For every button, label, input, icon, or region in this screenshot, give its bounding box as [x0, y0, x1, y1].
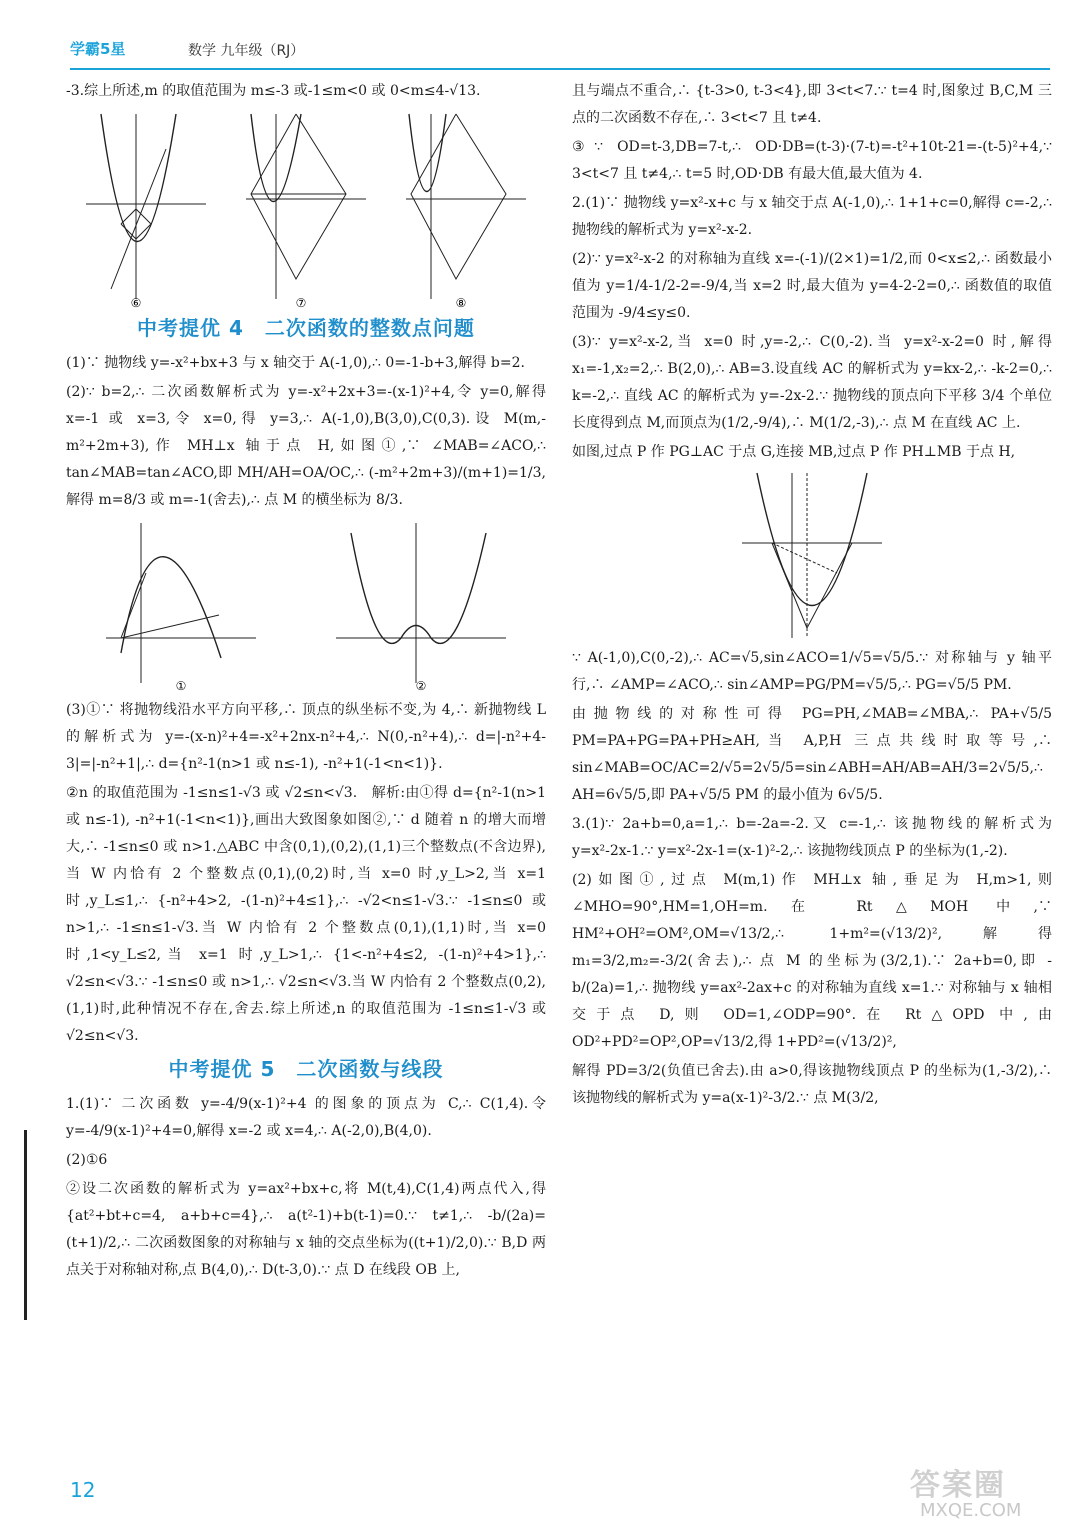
- figure-row-graphs-1-2: [66, 518, 546, 693]
- page-number: 12: [70, 1478, 96, 1502]
- section-title-4: 中考提优 4 二次函数的整数点问题: [137, 316, 475, 340]
- graph-figure-2: [331, 518, 511, 693]
- paragraph: 且与端点不重合,∴ {t-3>0, t-3<4},即 3<t<7.∵ t=4 时,图象过 B,C,M 三点的二次函数不存在,∴ 3<t<7 且 t≠4.: [572, 83, 1052, 126]
- paragraph: (2)∵ y=x²-x-2 的对称轴为直线 x=-(-1)/(2×1)=1/2,而 0<x≤2,∴ 函数最小值为 y=1/4-1/2-2=-9/4,当 x=2 时,最大值为 y=4-2-2=0,∴ 函数值的取值范围为 -9/4≤y≤0.: [572, 251, 1052, 321]
- paragraph: -3.综上所述,m 的取值范围为 m≤-3 或-1≤m<0 或 0<m≤4-√13.: [66, 83, 481, 99]
- graph-figure-8: [401, 109, 531, 309]
- figure-caption: ⑥: [130, 296, 142, 309]
- paragraph: (2)∵ b=2,∴ 二次函数解析式为 y=-x²+2x+3=-(x-1)²+4,令 y=0,解得 x=-1 或 x=3,令 x=0,得 y=3,∴ A(-1,0),B(3,0),C(0,3).设 M(m,-m²+2m+3),作 MH⊥x 轴于点 H,如图①,∵ ∠MAB=∠ACO,∴ tan∠MAB=tan∠ACO,即 MH/AH=OA/OC,∴ (-m²+2m+3)/(m+1)=1/3,解得 m=8/3 或 m=-1(舍去),∴ 点 M 的横坐标为 8/3.: [66, 384, 546, 508]
- right-column: [572, 78, 1052, 1114]
- graph-figure-1: [101, 518, 261, 693]
- brand-logo: 学霸5星: [70, 40, 126, 58]
- paragraph: (2)如图①,过点 M(m,1)作 MH⊥x 轴,垂足为 H,m>1,则 ∠MHO=90°,HM=1,OH=m.在 Rt△MOH 中,∵ HM²+OH²=OM²,OM=√13/2,∴ 1+m²=(√13/2)²,解得 m₁=3/2,m₂=-3/2(舍去),∴ 点 M 的坐标为(3/2,1).∵ 2a+b=0,即 -b/(2a)=1,∴ 抛物线 y=ax²-2ax+c 的对称轴为直线 x=1.∵ 对称轴与 x 轴相交于点 D,则 OD=1,∠ODP=90°.在 Rt△OPD 中,由 OD²+PD²=OP²,OP=√13/2,得 1+PD²=(√13/2)²,: [572, 872, 1052, 1050]
- paragraph: 如图,过点 P 作 PG⊥AC 于点 G,连接 MB,过点 P 作 PH⊥MB 于点 H,: [572, 444, 1016, 460]
- graph-figure-6: [81, 109, 211, 309]
- graph-figure-parabola-pg-ph: [737, 468, 887, 643]
- paragraph: ②设二次函数的解析式为 y=ax²+bx+c,将 M(t,4),C(1,4)两点代入,得 {at²+bt+c=4, a+b+c=4},∴ a(t²-1)+b(t-1)=0.∵ t≠1,∴ -b/(2a)=(t+1)/2,∴ 二次函数图象的对称轴与 x 轴的交点坐标为((t+1)/2,0).∵ B,D 两点关于对称轴对称,点 B(4,0),∴ D(t-3,0).∵ 点 D 在线段 OB 上,: [66, 1181, 546, 1278]
- margin-bar: [24, 1130, 27, 1320]
- figure-caption: ⑧: [455, 296, 467, 309]
- paragraph: 解得 PD=3/2(负值已舍去).由 a>0,得该抛物线顶点 P 的坐标为(1,-3/2),∴ 该抛物线的解析式为 y=a(x-1)²-3/2.∵ 点 M(3/2,: [572, 1063, 1052, 1106]
- subject-label: 数学 九年级（RJ）: [188, 43, 305, 59]
- graph-figure-7: [241, 109, 371, 309]
- figure-caption: ①: [175, 679, 187, 693]
- paragraph: 3.(1)∵ 2a+b=0,a=1,∴ b=-2a=-2.又 c=-1,∴ 该抛物线的解析式为 y=x²-2x-1.∵ y=x²-2x-1=(x-1)²-2,∴ 该抛物线顶点 P 的坐标为(1,-2).: [572, 816, 1052, 859]
- watermark-url: MXQE.COM: [920, 1500, 1022, 1521]
- figure-caption: ⑦: [295, 296, 307, 309]
- paragraph: 1.(1)∵ 二次函数 y=-4/9(x-1)²+4 的图象的顶点为 C,∴ C(1,4).令 y=-4/9(x-1)²+4=0,解得 x=-2 或 x=4,∴ A(-2,0),B(4,0).: [66, 1096, 546, 1139]
- header-rule: [70, 68, 1050, 70]
- paragraph: (3)①∵ 将抛物线沿水平方向平移,∴ 顶点的纵坐标不变,为 4,∴ 新抛物线 L 的解析式为 y=-(x-n)²+4=-x²+2nx-n²+4,∴ N(0,-n²+4),∴ d=|-n²+4-3|=|-n²+1|,∴ d={n²-1(n>1 或 n≤-1), -n²+1(-1<n<1)}.: [66, 702, 546, 772]
- paragraph: ∵ A(-1,0),C(0,-2),∴ AC=√5,sin∠ACO=1/√5=√5/5.∵ 对称轴与 y 轴平行,∴ ∠AMP=∠ACO,∴ sin∠AMP=PG/PM=√5/5,∴ PG=√5/5 PM.: [572, 650, 1052, 693]
- paragraph: (2)①6: [66, 1152, 108, 1168]
- figure-row-graphs-6-8: [66, 109, 546, 309]
- figure-caption: ②: [415, 679, 427, 693]
- section-title-5: 中考提优 5 二次函数与线段: [168, 1057, 444, 1081]
- left-column: [66, 78, 546, 1286]
- watermark-logo: 答案圈: [910, 1468, 1006, 1503]
- paragraph: 由抛物线的对称性可得 PG=PH,∠MAB=∠MBA,∴ PA+√5/5 PM=PA+PG=PA+PH≥AH,当 A,P,H 三点共线时取等号,∴ sin∠MAB=OC/AC=2/√5=2√5/5=sin∠ABH=AH/AB=AH/3=2√5/5,∴ AH=6√5/5,即 PA+√5/5 PM 的最小值为 6√5/5.: [572, 706, 1052, 803]
- paragraph: ③∵ OD=t-3,DB=7-t,∴ OD·DB=(t-3)·(7-t)=-t²+10t-21=-(t-5)²+4,∵ 3<t<7 且 t≠4,∴ t=5 时,OD·DB 有最大值,最大值为 4.: [572, 139, 1052, 182]
- paragraph: ②n 的取值范围为 -1≤n≤1-√3 或 √2≤n<√3. 解析:由①得 d={n²-1(n>1 或 n≤-1), -n²+1(-1<n<1)},画出大致图象如图②,∵ d 随着 n 的增大而增大,∴ -1≤n≤0 或 n>1.△ABC 中含(0,1),(0,2),(1,1)三个整数点(不含边界),当 W 内恰有 2 个整数点(0,1),(0,2)时,当 x=0 时,y_L>2,当 x=1 时,y_L≤1,∴ {-n²+4>2, -(1-n)²+4≤1},∴ -√2<n≤1-√3.∵ -1≤n≤0 或 n>1,∴ -1≤n≤1-√3.当 W 内恰有 2 个整数点(0,1),(1,1)时,当 x=0 时,1<y_L≤2,当 x=1 时,y_L>1,∴ {1<-n²+4≤2, -(1-n)²+4>1},∴ √2≤n<√3.∵ -1≤n≤0 或 n>1,∴ √2≤n<√3.当 W 内恰有 2 个整数点(0,2),(1,1)时,此种情况不存在,舍去.综上所述,n 的取值范围为 -1≤n≤1-√3 或 √2≤n<√3.: [66, 785, 546, 1044]
- page-header: [70, 38, 1050, 66]
- paragraph: (3)∵ y=x²-x-2,当 x=0 时,y=-2,∴ C(0,-2).当 y=x²-x-2=0 时,解得 x₁=-1,x₂=2,∴ B(2,0),∴ AB=3.设直线 AC 的解析式为 y=kx-2,∴ -k-2=0,∴ k=-2,∴ 直线 AC 的解析式为 y=-2x-2.∵ 抛物线的顶点向下平移 3/4 个单位长度得到点 M,而顶点为(1/2,-9/4),∴ M(1/2,-3),∴ 点 M 在直线 AC 上.: [572, 334, 1052, 431]
- paragraph: (1)∵ 抛物线 y=-x²+bx+3 与 x 轴交于 A(-1,0),∴ 0=-1-b+3,解得 b=2.: [66, 355, 525, 371]
- paragraph: 2.(1)∵ 抛物线 y=x²-x+c 与 x 轴交于点 A(-1,0),∴ 1+1+c=0,解得 c=-2,∴ 抛物线的解析式为 y=x²-x-2.: [572, 195, 1052, 238]
